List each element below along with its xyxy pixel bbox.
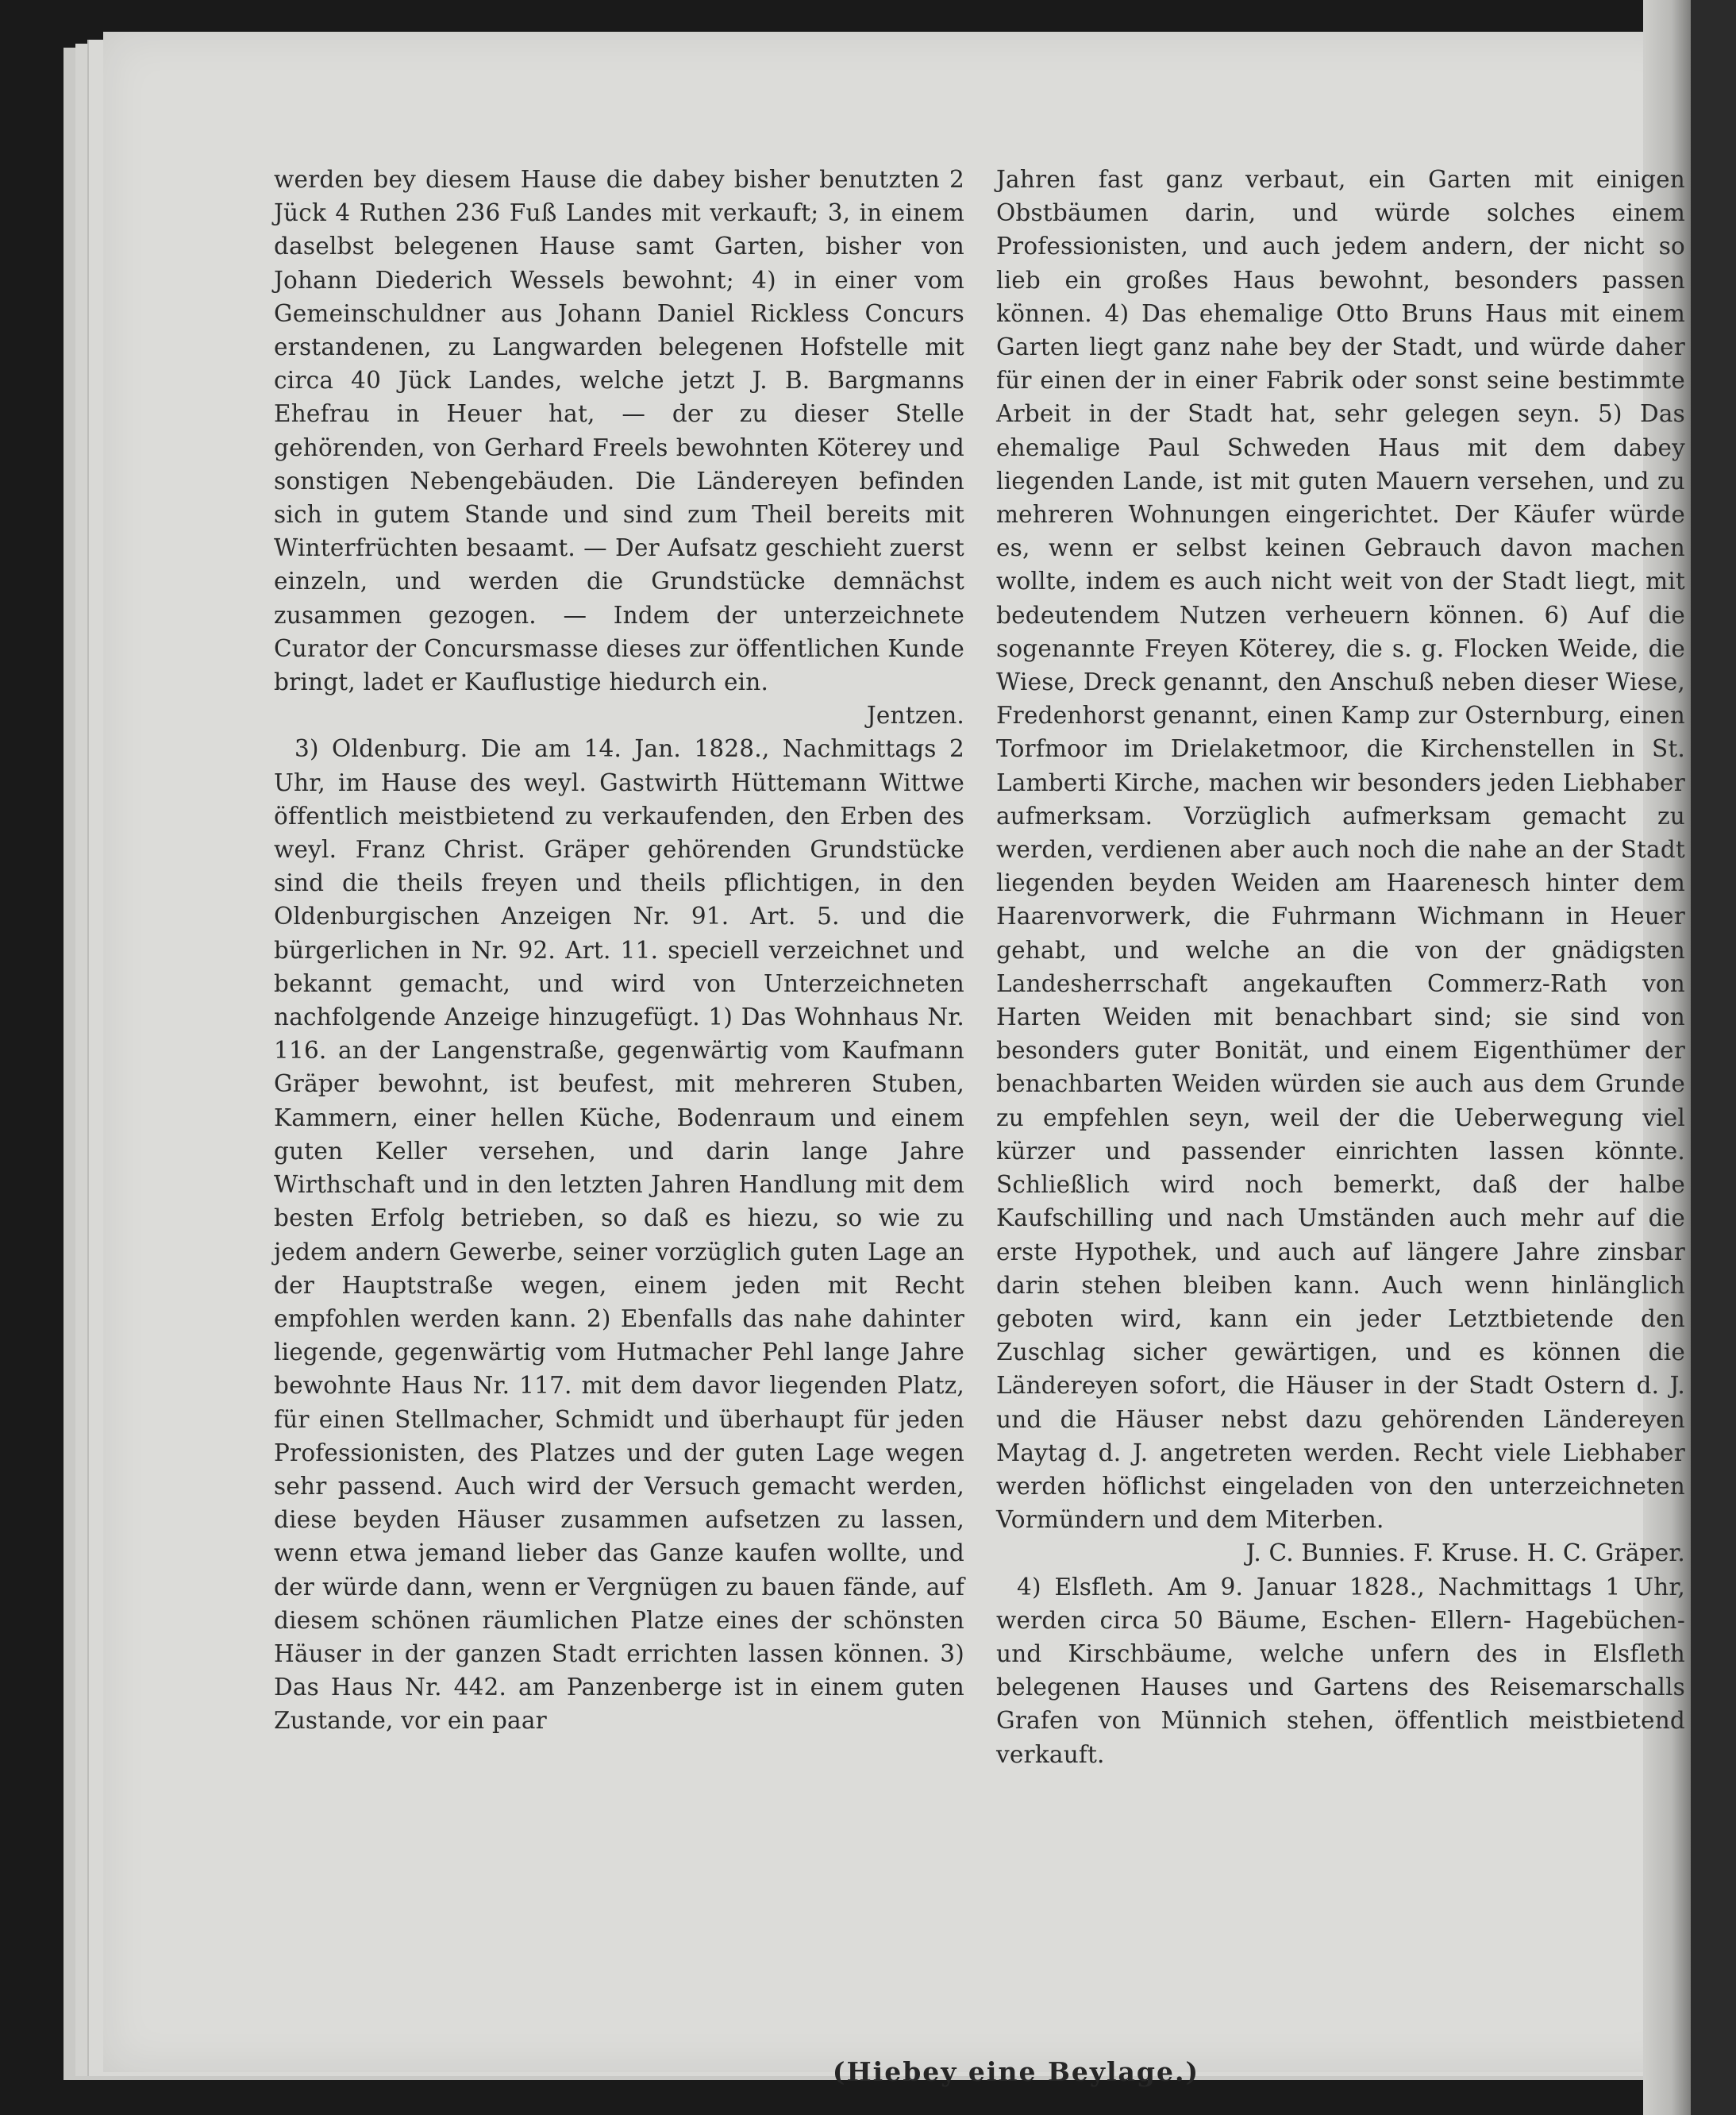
paragraph: werden bey diesem Hause die dabey bisher benutzten 2 Jück 4 Ruthen 236 Fuß Landes mit verkauft; 3, in einem daselbst belegenen Hause samt Garten, bisher von Johann Diederich Wessels bewohnt; 4) in einer vom Gemeinschuldner aus Johann Daniel Rickless Concurs erstandenen, zu Langwarden belegenen Hofstelle mit circa 40 Jück Landes, welche jetzt J. B. Bargmanns Ehefrau in Heuer hat, — der zu dieser Stelle gehörenden, von Gerhard Freels bewohnten Köterey und sonstigen Nebengebäuden. Die Ländereyen befinden sich in gutem Stande und sind zum Theil bereits mit Winterfrüchten besaamt. — Der Aufsatz geschieht zuerst einzeln, und werden die Grundstücke demnächst zusammen gezogen. — Indem der unterzeichnete Curator der Concursmasse dieses zur öffentlichen Kunde bringt, ladet er Kauflustige hiedurch ein.	[274, 166, 964, 696]
paragraph: Jahren fast ganz verbaut, ein Garten mit einigen Obstbäumen darin, und würde solches einem Professionisten, und auch jedem andern, der nicht so lieb ein großes Haus bewohnt, besonders passen können. 4) Das ehemalige Otto Bruns Haus mit einem Garten liegt ganz nahe bey der Stadt, und würde daher für einen der in einer Fabrik oder sonst seine bestimmte Arbeit in der Stadt hat, sehr gelegen seyn. 5) Das ehemalige Paul Schweden Haus mit dem dabey liegenden Lande, ist mit guten Mauern versehen, und zu mehreren Wohnungen eingerichtet. Der Käufer würde es, wenn er selbst keinen Gebrauch davon machen wollte, indem es auch nicht weit von der Stadt liegt, mit bedeutendem Nutzen verheuern können. 6) Auf die sogenannte Freyen Köterey, die s. g. Flocken Weide, die Wiese, Dreck genannt, den Anschuß neben dieser Wiese, Fredenhorst genannt, einen Kamp zur Osternburg, einen Torfmoor im Drielaketmoor, die Kirchenstellen in St. Lamberti Kirche, machen wir besonders jeden Liebhaber aufmerksam. Vorzüglich aufmerksam gemacht zu werden, verdienen aber auch noch die nahe an der Stadt liegenden beyden Weiden am Haarenesch hinter dem Haarenvorwerk, die Fuhrmann Wichmann in Heuer gehabt, und welche an die von der gnädigsten Landesherrschaft angekauften Commerz-Rath von Harten Weiden mit benachbart sind; sie sind von besonders guter Bonität, und einem Eigenthümer der benachbarten Weiden würden sie auch aus dem Grunde zu empfehlen seyn, weil der die Ueberwegung viel kürzer und passender einrichten lassen könnte. Schließlich wird noch bemerkt, daß der halbe Kaufschilling und nach Umständen auch mehr auf die erste Hypothek, und auch auf längere Jahre zinsbar darin stehen bleiben kann. Auch wenn hinlänglich geboten wird, kann ein jeder Letztbietende den Zuschlag sicher gewärtigen, und es können die Ländereyen sofort, die Häuser in der Stadt Ostern d. J. und die Häuser nebst dazu gehörenden Ländereyen Maytag d. J. angetreten werden. Recht viele Liebhaber werden höflichst eingeladen von den unterzeichneten Vormündern und dem Miterben.	[996, 166, 1685, 1534]
paragraph: 3) Oldenburg. Die am 14. Jan. 1828., Nachmittags 2 Uhr, im Hause des weyl. Gastwirth Hüttemann Wittwe öffentlich meistbietend zu verkaufenden, den Erben des weyl. Franz Christ. Gräper gehörenden Grundstücke sind die theils freyen und theils pflichtigen, in den Oldenburgischen Anzeigen Nr. 91. Art. 5. und die bürgerlichen in Nr. 92. Art. 11. speciell verzeichnet und bekannt gemacht, und wird von Unterzeichneten nachfolgende Anzeige hinzugefügt. 1) Das Wohnhaus Nr. 116. an der Langenstraße, gegenwärtig vom Kaufmann Gräper bewohnt, ist beufest, mit mehreren Stuben, Kammern, einer hellen Küche, Bodenraum und einem guten Keller versehen, und darin lange Jahre Wirthschaft und in den letzten Jahren Handlung mit dem besten Erfolg betrieben, so daß es hiezu, so wie zu jedem andern Gewerbe, seiner vorzüglich guten Lage an der Hauptstraße wegen, einem jeden mit Recht empfohlen werden kann. 2) Ebenfalls das nahe dahinter liegende, gegenwärtig vom Hutmacher Pehl lange Jahre bewohnte Haus Nr. 117. mit dem davor liegenden Platz, für einen Stellmacher, Schmidt und überhaupt für jeden Professionisten, des Platzes und der guten Lage wegen sehr passend. Auch wird der Versuch gemacht werden, diese beyden Häuser zusammen aufsetzen zu lassen, wenn etwa jemand lieber das Ganze kaufen wollte, und der würde dann, wenn er Vergnügen zu bauen fände, auf diesem schönen räumlichen Platze eines der schönsten Häuser in der ganzen Stadt errichten lassen können. 3) Das Haus Nr. 442. am Panzenberge ist in einem guten Zustande, vor ein paar	[274, 735, 964, 1735]
book-binding	[1691, 0, 1736, 2115]
text-column-right	[996, 163, 1685, 1771]
signature: Jentzen.	[866, 702, 964, 730]
text-column-left	[274, 163, 964, 1738]
signature: J. C. Bunnies. F. Kruse. H. C. Gräper.	[1245, 1539, 1685, 1567]
paragraph: 4) Elsfleth. Am 9. Januar 1828., Nachmittags 1 Uhr, werden circa 50 Bäume, Eschen- Ellern- Hagebüchen- und Kirschbäume, welche unfern des in Elsfleth belegenen Hauses und Gartens des Reisemarschalls Grafen von Münnich stehen, öffentlich meistbietend verkauft.	[996, 1573, 1685, 1768]
footer-note: (Hiebey eine Beylage.)	[832, 2056, 1200, 2087]
